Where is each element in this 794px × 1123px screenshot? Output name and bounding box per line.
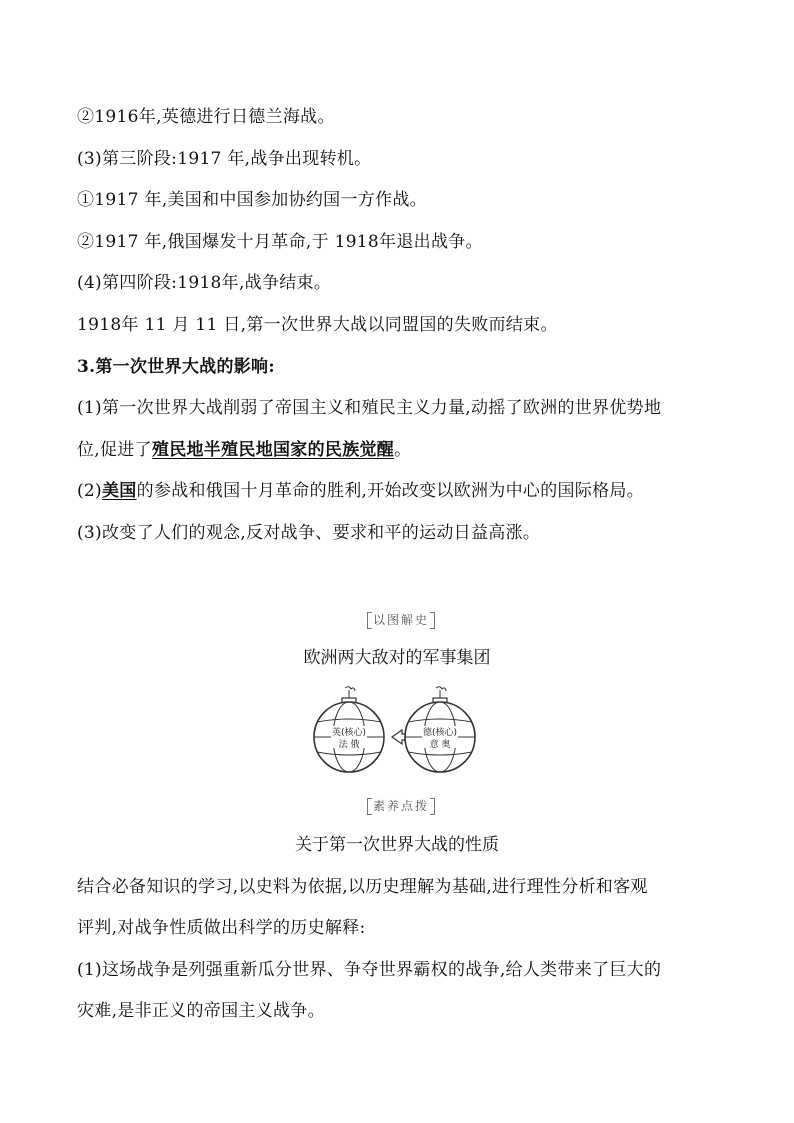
impact-p1-line2: [77, 439, 411, 461]
impact-p2-key-word: 美国: [101, 481, 137, 501]
text-line-end: 1918年 11 月 11 日,第一次世界大战以同盟国的失败而结束。: [77, 315, 558, 335]
text-line-us-china: ①1917 年,美国和中国参加协约国一方作战。: [77, 190, 427, 210]
figure-title: 欧洲两大敌对的军事集团: [303, 648, 491, 668]
literacy-p2-line2: 灾难,是非正义的帝国主义战争。: [77, 1001, 325, 1021]
impact-p1-post: 。: [394, 440, 412, 460]
impact-p1-key-phrase: 殖民地半殖民地国家的民族觉醒: [151, 440, 395, 460]
impact-p1-pre: 位,促进了: [77, 440, 152, 460]
right-bomb-top-label: 德(核心): [422, 728, 458, 738]
impact-p3: (3)改变了人们的观念,反对战争、要求和平的运动日益高涨。: [77, 523, 541, 543]
literacy-p2-line1: (1)这场战争是列强重新瓜分世界、争夺世界霸权的战争,给人类带来了巨大的: [77, 960, 662, 980]
left-bomb-bottom-label: 法 俄: [338, 740, 360, 750]
alliances-diagram: [300, 684, 490, 776]
literacy-p1-line1: 结合必备知识的学习,以史料为依据,以历史理解为基础,进行理性分析和客观: [77, 877, 648, 897]
text-line-stage3: (3)第三阶段:1917 年,战争出现转机。: [77, 149, 372, 169]
text-line-stage4: (4)第四阶段:1918年,战争结束。: [77, 273, 332, 293]
literacy-p1-line2: 评判,对战争性质做出科学的历史解释:: [77, 918, 366, 938]
text-line-russia: ②1917 年,俄国爆发十月革命,于 1918年退出战争。: [77, 232, 483, 252]
figure-tag: 以图解史: [370, 612, 432, 628]
text-line-jutland: ②1916年,英德进行日德兰海战。: [77, 107, 335, 127]
right-bomb-bottom-label: 意 奥: [429, 740, 451, 750]
left-bomb-top-label: 英(核心): [331, 728, 367, 738]
literacy-tag: 素养点拨: [370, 798, 432, 814]
impact-p2: [77, 480, 644, 502]
impact-p2-post: 的参战和俄国十月革命的胜利,开始改变以欧洲为中心的国际格局。: [136, 481, 644, 501]
section-heading-impact: 3.第一次世界大战的影响:: [77, 357, 275, 377]
impact-p2-pre: (2): [77, 481, 102, 501]
impact-p1-line1: (1)第一次世界大战削弱了帝国主义和殖民主义力量,动摇了欧洲的世界优势地: [77, 398, 662, 418]
literacy-title: 关于第一次世界大战的性质: [295, 835, 499, 855]
